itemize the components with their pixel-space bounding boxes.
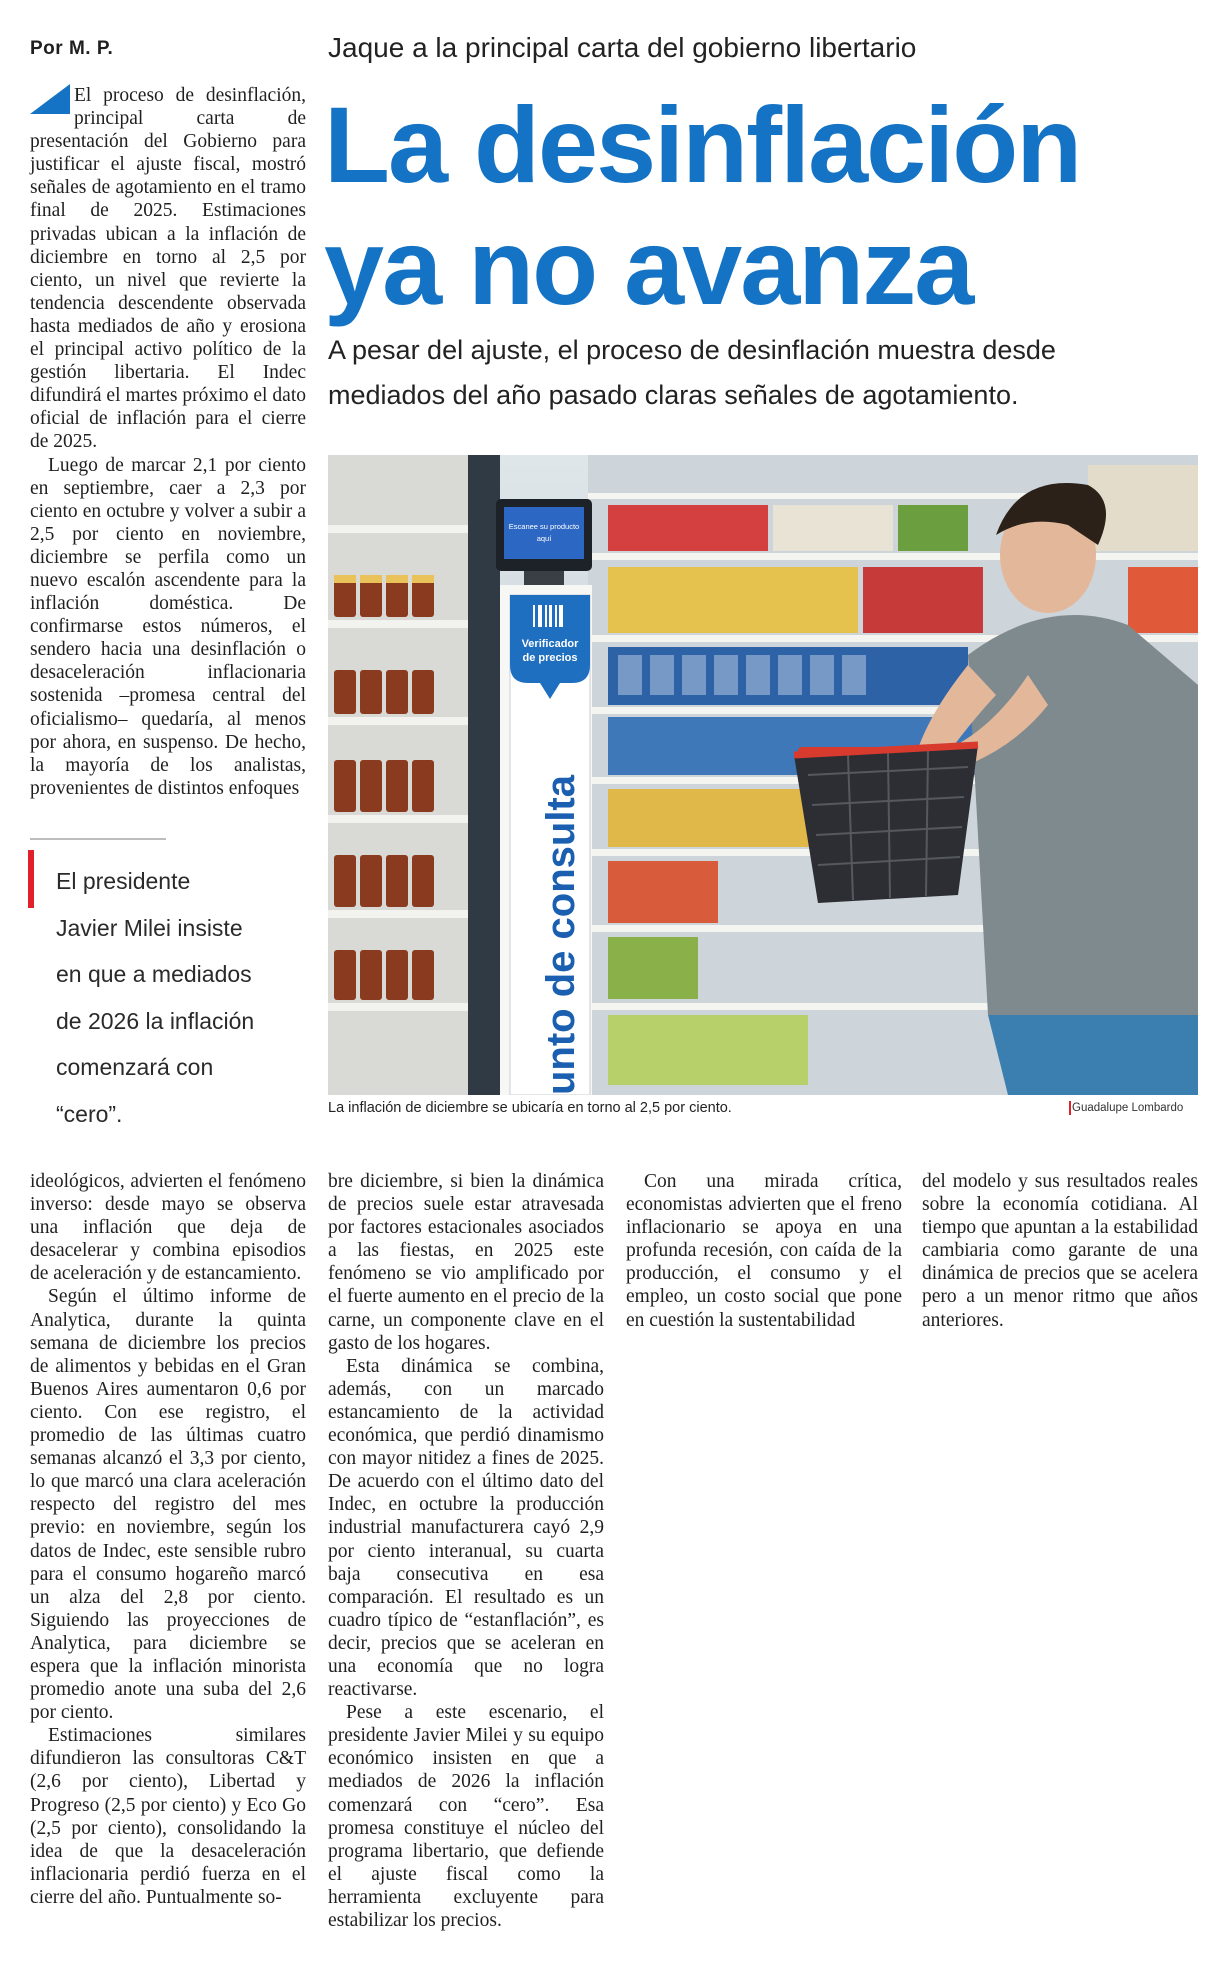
byline: Por M. P. [30,38,114,59]
body-column-3 [626,1170,902,1332]
drop-mark-icon [30,84,70,114]
sign-label: Verificador [521,638,579,650]
body-paragraph: Estimaciones similares difundieron las consultoras C&T (2,6 por ciento), Libertad y Progreso (2,5 por ciento) y Eco Go (2,5 por ciento), consolidando la idea de que la desaceleración inflacionaria perdió fuerza en el cierre del año. Puntualmente so- [30,1725,306,1908]
body-paragraph: ideológicos, advierten el fenómeno inverso: desde mayo se observa una inflación que deja de desacelerar y combina episodios de aceleración y de estancamiento. [30,1171,306,1285]
deck [328,328,1208,418]
photo-caption: La inflación de diciembre se ubicaría en torno al 2,5 por ciento. [328,1100,732,1116]
screen-text: aquí [536,534,552,543]
headline [324,84,1204,328]
body-paragraph: Según el último informe de Analytica, durante la quinta semana de diciembre los precios de alimentos y bebidas en el Gran Buenos Aires aumentaron 0,6 por ciento. Con ese registro, el promedio de las últimas cuatro semanas alcanzó el 3,3 por ciento, lo que marcó una clara aceleración respecto del registro del mes previo: en noviembre, según los datos de Indec, este sensible rubro para el consumo hogareño marcó un alza del 2,8 por ciento. Siguiendo las proyecciones de Analytica, para diciembre se espera que la inflación minorista promedio anote una suba del 2,6 por ciento. [30,1286,306,1724]
lead-column [30,84,306,800]
supermarket-illustration [328,455,1198,1095]
pullquote-line: comenzará con [56,1054,214,1080]
photo-credit: Guadalupe Lombardo [1072,1102,1184,1114]
body-column-4 [922,1170,1198,1332]
lead-paragraph: Luego de marcar 2,1 por ciento en septiembre, caer a 2,3 por ciento en octubre y volver a subir a 2,5 por ciento en noviembre, diciembre se perfila como un nuevo escalón ascendente para la inflación doméstica. De confirmarse estos números, el sendero hacia una desinflación o desaceleración inflacionaria sostenida –promesa central del oficialismo– quedaría, al menos por ahora, en suspenso. De hecho, la mayoría de los analistas, provenientes de distintos enfoques [30,454,306,799]
pullquote-line: “cero”. [56,1100,123,1127]
pullquote-line: en que a mediados [56,961,252,987]
body-paragraph: bre diciembre, si bien la dinámica de precios suele estar atravesada por factores estacionales asociados a las fiestas, en 2025 este fenómeno se vio amplificado por el fuerte aumento en el precio de la carne, un componente clave en el gasto de los hogares. [328,1171,604,1354]
screen-text: Escanee su producto [508,522,580,531]
pullquote-rule [30,838,166,840]
body-paragraph: Con una mirada crítica, economistas advierten que el freno inflacionario se apoya en una profunda recesión, con caída de la producción, el consumo y el empleo, un costo social que pone en cuestión la sustentabilidad [626,1171,902,1331]
deck-line-1: A pesar del ajuste, el proceso de desinflación muestra desde [328,335,1056,365]
body-paragraph: Pese a este escenario, el presidente Javier Milei y su equipo económico insisten en que a mediados de 2026 la inflación comenzará con “cero”. Esa promesa constituye el núcleo del programa libertario, que defiende el ajuste fiscal como la herramienta excluyente para estabilizar los precios. [328,1702,604,1931]
pullquote-line: de 2026 la inflación [56,1007,255,1034]
supermarket-photo [328,455,1198,1095]
credit-accent-bar [1069,1101,1071,1115]
headline-line-2: ya no avanza [324,206,973,327]
pullquote-accent-bar [28,850,34,908]
sign-label: de precios [522,652,578,664]
body-column-1 [30,1170,306,1909]
pullquote-line: El presidente [56,868,191,894]
headline-line-1: La desinflación [324,84,1081,205]
body-paragraph: del modelo y sus resultados reales sobre la economía cotidiana. Al tiempo que apuntan a la estabilidad cambiaria como garante de una dinámica de precios que se acelera pero a un menor ritmo que años anteriores. [922,1171,1198,1331]
pullquote [56,858,326,1137]
deck-line-2: mediados del año pasado claras señales de agotamiento. [328,380,1019,410]
vertical-sign-text: unto de consulta [539,775,583,1095]
body-paragraph: Esta dinámica se combina, además, con un marcado estancamiento de la actividad económica, que perdió dinamismo con mayor nitidez a fines de 2025. De acuerdo con el último dato del Indec, en octubre la producción industrial manufacturera cayó 2,9 por ciento interanual, su cuarta baja consecutiva en esa comparación. El resultado es un cuadro típico de “estanflación”, es decir, precios que se aceleran en una economía que no logra reactivarse. [328,1355,604,1701]
lead-paragraph: El proceso de desinflación, principal carta de presentación del Gobierno para justificar el ajuste fiscal, mostró señales de agotamiento en el tramo final de 2025. Estimaciones privadas ubican a la inflación de diciembre en torno al 2,5 por ciento, un nivel que revierte la tendencia descendente observada hasta mediados de año y erosiona el principal activo político de la gestión libertaria. El Indec difundirá el martes próximo el dato oficial de inflación para el cierre de 2025. [30,85,306,453]
pullquote-line: Javier Milei insiste [56,914,243,941]
kicker: Jaque a la principal carta del gobierno libertario [328,32,917,63]
body-column-2 [328,1170,604,1932]
